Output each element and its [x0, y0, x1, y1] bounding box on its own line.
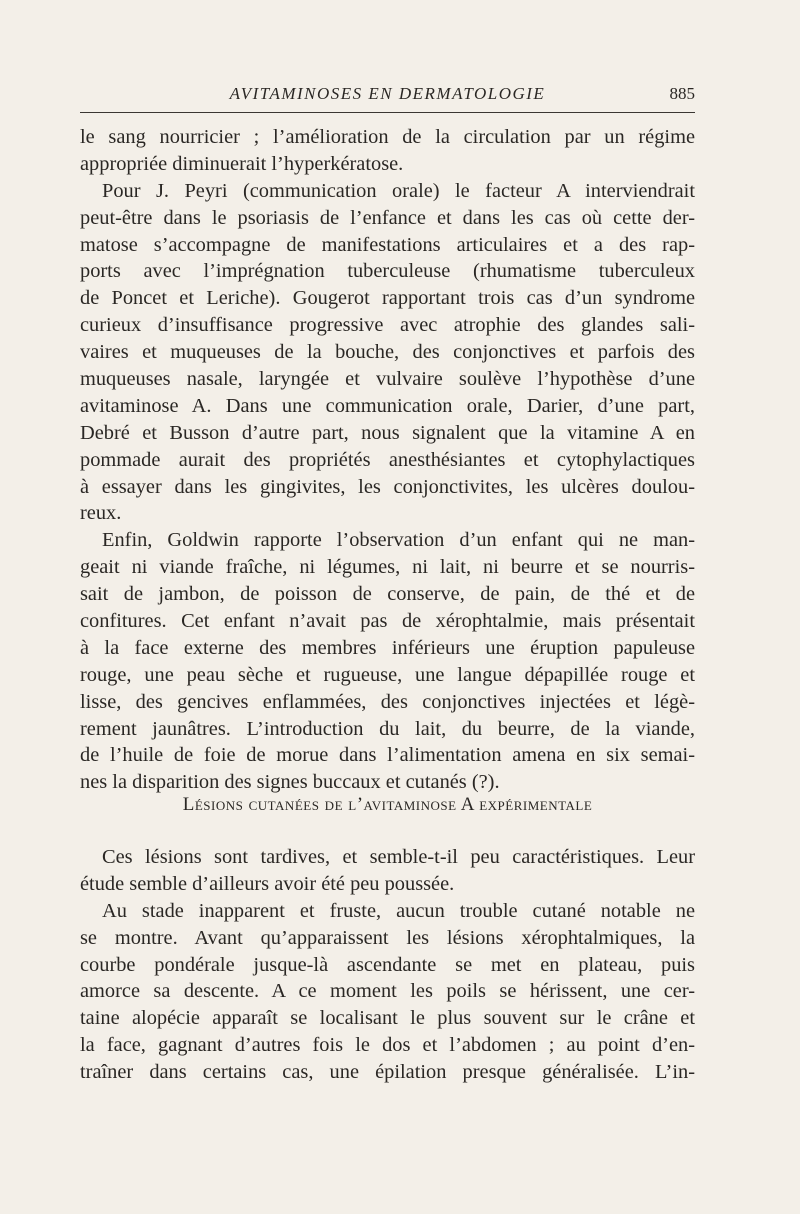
text-line: Au stade inapparent et fruste, aucun trouble cutané notable ne [102, 899, 695, 922]
text-line: taine alopécie apparaît se localisant le plus souvent sur le crâne et [80, 1007, 695, 1030]
text-line: Pour J. Peyri (communication orale) le facteur A interviendrait [102, 179, 695, 202]
text-line: reux. [80, 502, 122, 525]
text-line: matose s’accompagne de manifestations articulaires et a des rap- [80, 233, 695, 256]
text-line: appropriée diminuerait l’hyperkératose. [80, 152, 404, 175]
page-number: 885 [669, 84, 695, 103]
text-line: à essayer dans les gingivites, les conjonctivites, les ulcères doulou- [80, 475, 695, 498]
text-line: de Poncet et Leriche). Gougerot rapportant trois cas d’un syndrome [80, 287, 695, 310]
text-line: traîner dans certains cas, une épilation presque généralisée. L’in- [80, 1061, 695, 1084]
text-line: Enfin, Goldwin rapporte l’observation d’un enfant qui ne man- [102, 529, 695, 552]
text-line: nes la disparition des signes buccaux et cutanés (?). [80, 771, 500, 794]
text-line: rement jaunâtres. L’introduction du lait, du beurre, de la viande, [80, 717, 695, 740]
text-line: Debré et Busson d’autre part, nous signalent que la vitamine A en [80, 421, 695, 444]
text-line: avitaminose A. Dans une communication orale, Darier, d’une part, [80, 394, 695, 417]
body-text-top [80, 124, 695, 796]
text-line: amorce sa descente. A ce moment les poils se hérissent, une cer- [80, 980, 695, 1003]
text-line: rouge, une peau sèche et rugueuse, une langue dépapillée rouge et [80, 663, 695, 686]
text-line: pommade aurait des propriétés anesthésiantes et cytophylactiques [80, 448, 695, 471]
text-line: Ces lésions sont tardives, et semble-t-il peu caractéristiques. Leur [102, 846, 695, 868]
text-line: geait ni viande fraîche, ni légumes, ni lait, ni beurre et se nourris- [80, 556, 695, 579]
running-title: AVITAMINOSES EN DERMATOLOGIE [229, 84, 546, 103]
text-line: de l’huile de foie de morue dans l’alimentation amena en six semai- [80, 744, 695, 767]
text-line: lisse, des gencives enflammées, des conjonctives injectées et légè- [80, 690, 695, 713]
text-line: confitures. Cet enfant n’avait pas de xérophtalmie, mais présentait [80, 610, 695, 633]
text-line: courbe pondérale jusque-là ascendante se met en plateau, puis [80, 953, 695, 976]
text-line: sait de jambon, de poisson de conserve, de pain, de thé et de [80, 583, 695, 606]
text-line: à la face externe des membres inférieurs une éruption papuleuse [80, 636, 695, 659]
text-line: le sang nourricier ; l’amélioration de la circulation par un régime [80, 126, 695, 148]
section-heading: Lésions cutanées de l’avitaminose A expérimentale [182, 794, 593, 815]
body-text-bottom [80, 844, 695, 1086]
text-line: se montre. Avant qu’apparaissent les lésions xérophtalmiques, la [80, 926, 695, 949]
text-line: peut-être dans le psoriasis de l’enfance et dans les cas où cette der- [80, 206, 695, 229]
text-line: vaires et muqueuses de la bouche, des conjonctives et parfois des [80, 341, 695, 364]
text-line: curieux d’insuffisance progressive avec atrophie des glandes sali- [80, 314, 695, 337]
text-line: étude semble d’ailleurs avoir été peu poussée. [80, 872, 455, 895]
text-line: muqueuses nasale, laryngée et vulvaire soulève l’hypothèse d’une [80, 368, 695, 391]
text-line: ports avec l’imprégnation tuberculeuse (rhumatisme tuberculeux [80, 260, 695, 283]
text-line: la face, gagnant d’autres fois le dos et l’abdomen ; au point d’en- [80, 1034, 695, 1057]
running-head [80, 84, 695, 113]
